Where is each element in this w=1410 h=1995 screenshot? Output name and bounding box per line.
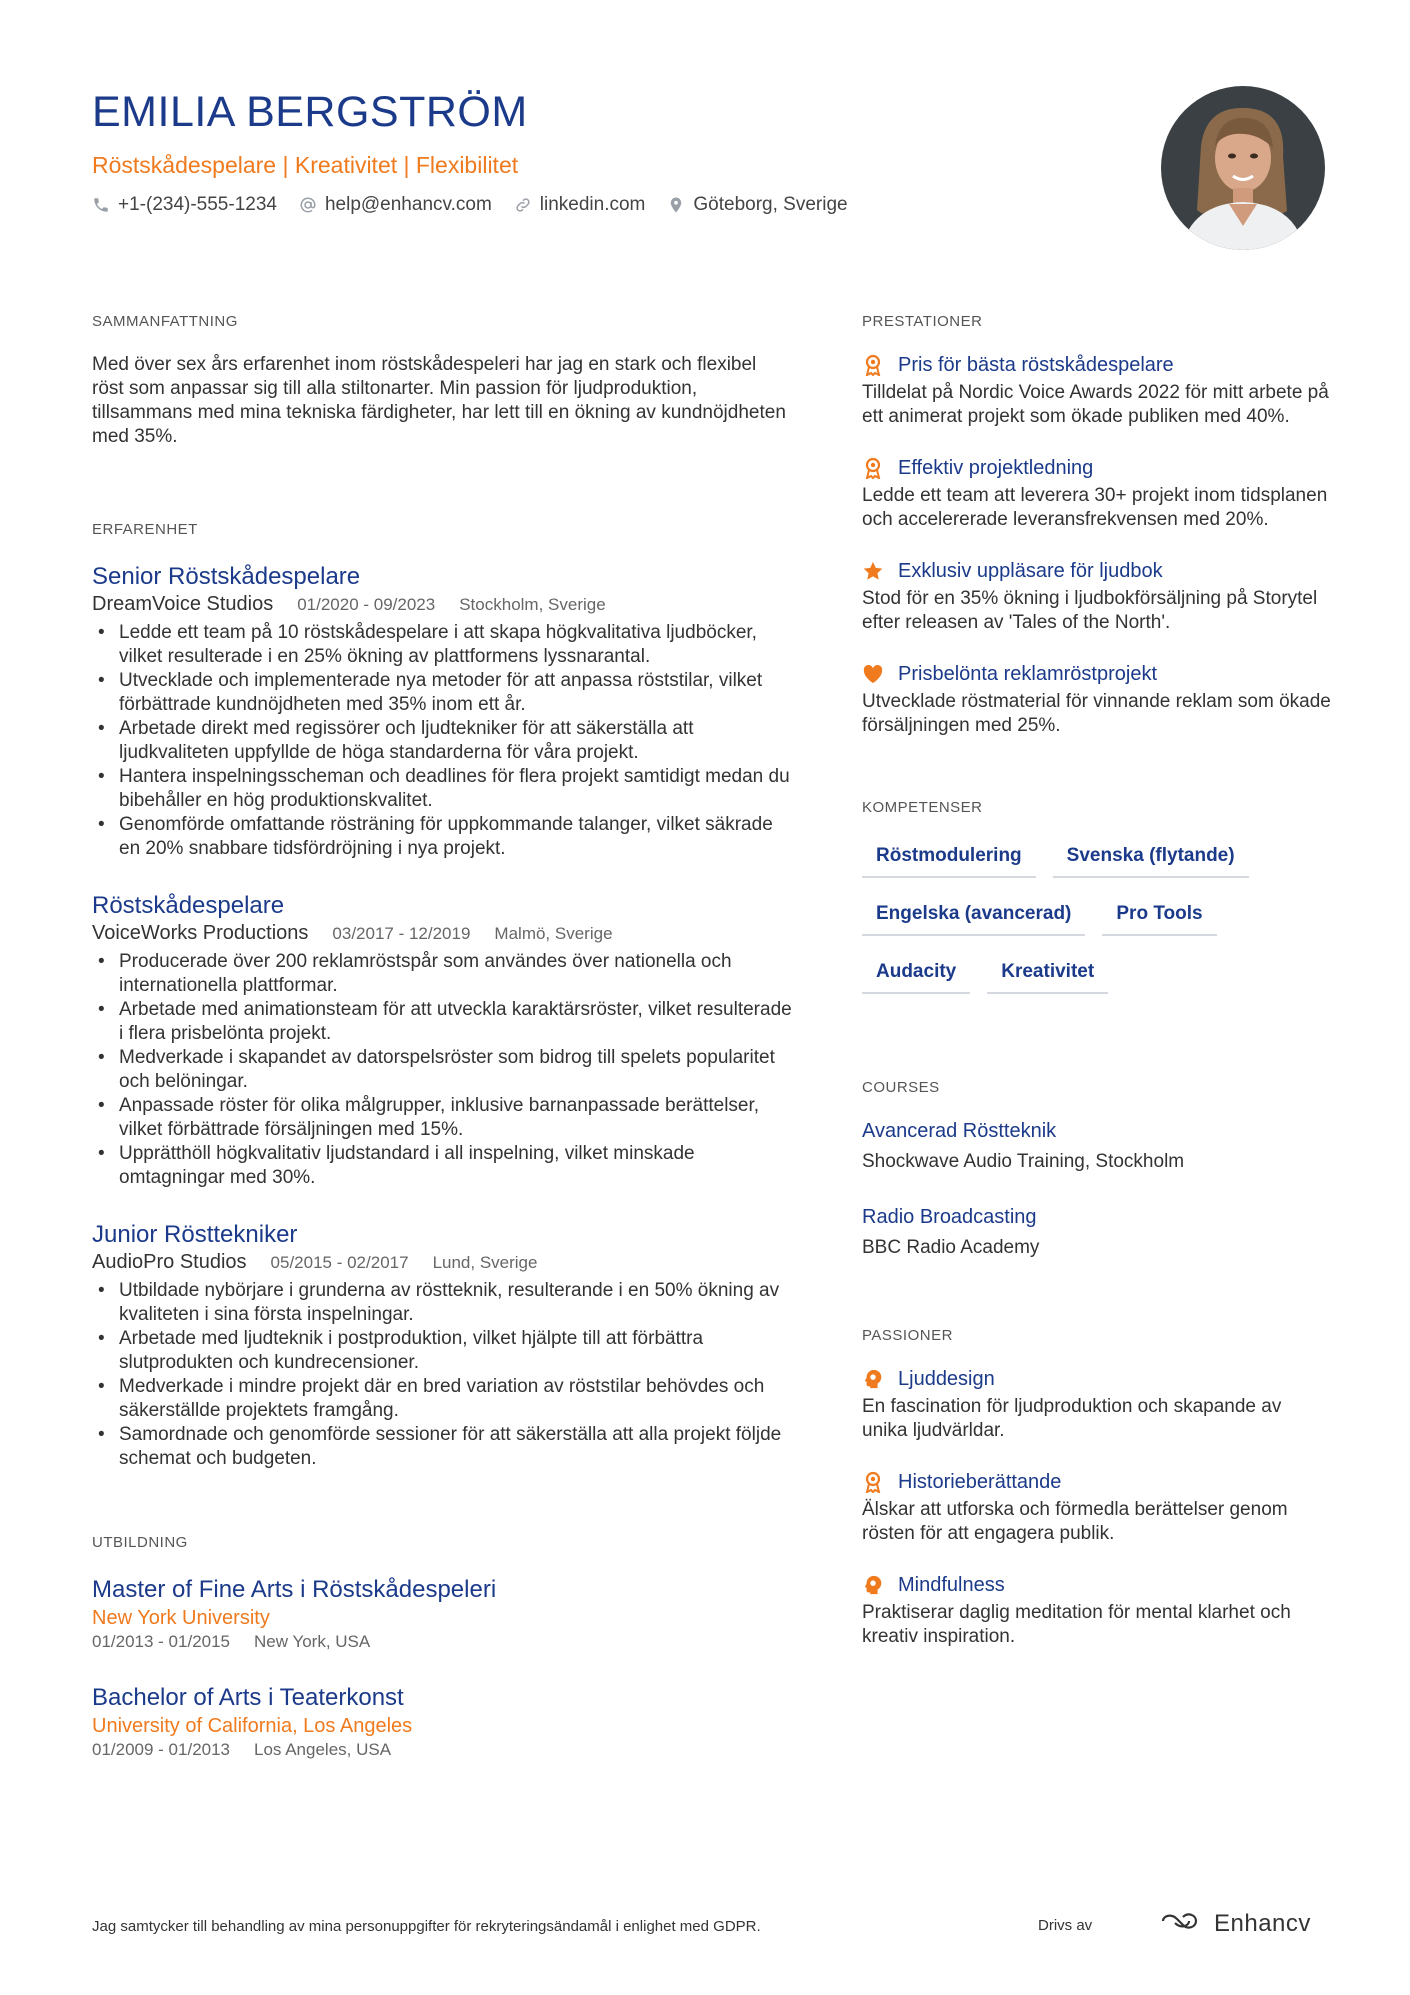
skill-tag: Engelska (avancerad) [862,900,1085,936]
achievement-title: Prisbelönta reklamröstprojekt [898,663,1157,685]
achievement-desc: Ledde ett team att leverera 30+ projekt inom tidsplanen och accelererade leveransfrekvensen med 20%. [862,485,1328,530]
achievement-head [862,558,1332,584]
brand-name: Enhancv [1214,1909,1311,1937]
avatar [1161,86,1325,250]
head-mind-icon [862,1574,884,1596]
phone-text: +1-(234)-555-1234 [118,194,277,215]
location-text: Göteborg, Sverige [693,194,848,215]
education-location: New York, USA [254,1632,371,1651]
location-contact [667,192,847,218]
achievement-desc: Tilldelat på Nordic Voice Awards 2022 för mitt arbete på ett animerat projekt som ökade publiken med 40%. [862,382,1329,427]
achievement-head [862,352,1332,378]
skill-tag: Svenska (flytande) [1053,842,1249,878]
course-title: Radio Broadcasting [862,1206,1037,1228]
education-meta [92,1739,792,1761]
bullet-item: • Arbetade med ljudteknik i postproduktion, vilket hjälpte till att förbättra slutprodukten och kundrecensioner. [92,1327,792,1375]
education-entry [92,1575,792,1653]
passion-item [862,1572,1332,1649]
tagline: Röstskådespelare | Kreativitet | Flexibilitet [92,152,519,178]
job-meta [92,1250,792,1275]
achievement-item [862,661,1332,738]
heart-icon [862,663,884,685]
bullet-item: • Medverkade i mindre projekt där en bred variation av röststilar behövdes och säkerställde projektets framgång. [92,1375,792,1423]
job-entry [92,891,792,1190]
bullet-item: • Arbetade med animationsteam för att utveckla karaktärsröster, vilket resulterade i flera prisbelönta projekt. [92,998,792,1046]
courses-section [862,1078,1332,1260]
award-ribbon-icon [862,354,884,376]
passion-item [862,1469,1332,1546]
bullet-item: • Medverkade i skapandet av datorspelsröster som bidrog till spelets popularitet och belöningar. [92,1046,792,1094]
achievement-item [862,352,1332,429]
achievement-title: Pris för bästa röstskådespelare [898,354,1174,376]
course-title: Avancerad Röstteknik [862,1120,1057,1142]
achievement-desc: Utvecklade röstmaterial för vinnande reklam som ökade försäljningen med 25%. [862,691,1331,736]
bullet-item: • Ledde ett team på 10 röstskådespelare i att skapa högkvalitativa ljudböcker, vilket resulterade i en 25% ökning av plattformens lyssnarantal. [92,621,792,669]
award-ribbon-icon [862,1471,884,1493]
header [92,86,1092,218]
passion-head [862,1469,1332,1495]
job-meta [92,921,792,946]
achievement-item [862,455,1332,532]
passion-head [862,1366,1332,1392]
summary-text: Med över sex års erfarenhet inom röstskådespeleri har jag en stark och flexibel röst som anpassar sig till alla stiltonarter. Min passion för ljudproduktion, tillsammans med mina tekniska färdigheter, har lett till en ökning av kundnöjdheten med 35%. [92,354,786,447]
job-dates: 03/2017 - 12/2019 [332,924,471,943]
powered-by-label: Drivs av [1038,1917,1093,1934]
course-provider: Shockwave Audio Training, Stockholm [862,1151,1185,1172]
bullet-item: • Genomförde omfattande rösträning för uppkommande talanger, vilket säkrade en 20% snabbare tidsfördröjning i nya projekt. [92,813,792,861]
bullet-item: • Producerade över 200 reklamröstspår som användes över nationella och internationella plattformar. [92,950,792,998]
enhancv-brand[interactable] [1160,1909,1311,1938]
job-bullets [92,1279,792,1471]
education-degree: Master of Fine Arts i Röstskådespeleri [92,1576,497,1603]
job-location: Malmö, Sverige [494,924,613,943]
passion-desc: Praktiserar daglig meditation för mental klarhet och kreativ inspiration. [862,1602,1291,1647]
course-provider: BBC Radio Academy [862,1237,1040,1258]
passion-desc: En fascination för ljudproduktion och skapande av unika ljudvärldar. [862,1396,1282,1441]
achievement-title: Effektiv projektledning [898,457,1094,479]
candidate-name: EMILIA BERGSTRÖM [92,88,528,136]
bullet-item: • Utbildade nybörjare i grunderna av röstteknik, resulterande i en 50% ökning av kvaliteten i sina första inspelningar. [92,1279,792,1327]
passion-title: Ljuddesign [898,1368,995,1390]
job-dates: 05/2015 - 02/2017 [270,1253,409,1272]
job-entry [92,1220,792,1471]
left-column [92,312,792,1761]
job-meta [92,592,792,617]
achievement-item [862,558,1332,635]
skill-tag: Audacity [862,958,970,994]
bullet-item: • Arbetade direkt med regissörer och ljudtekniker för att säkerställa att ljudkvaliteten uppfyllde de höga standarderna för våra projekt. [92,717,792,765]
education-section [92,1533,792,1761]
job-entry [92,562,792,861]
bullet-item: • Hantera inspelningsscheman och deadlines för flera projekt samtidigt medan du bibehåller en hög produktionskvalitet. [92,765,792,813]
job-bullets [92,621,792,861]
job-dates: 01/2020 - 09/2023 [297,595,436,614]
education-degree: Bachelor of Arts i Teaterkonst [92,1684,404,1711]
skill-tag: Kreativitet [987,958,1108,994]
location-pin-icon [667,196,685,214]
email-contact[interactable] [299,192,492,218]
education-entry [92,1683,792,1761]
job-location: Stockholm, Sverige [459,595,606,614]
achievement-head [862,455,1332,481]
course-item [862,1118,1332,1174]
passion-head [862,1572,1332,1598]
job-company: VoiceWorks Productions [92,922,309,944]
job-title: Röstskådespelare [92,892,285,919]
courses-heading: COURSES [862,1079,940,1096]
job-title: Junior Rösttekniker [92,1221,298,1248]
education-heading: UTBILDNING [92,1534,188,1551]
achievement-head [862,661,1332,687]
summary-section [92,312,792,449]
bullet-item: • Utvecklade och implementerade nya metoder för att anpassa röststilar, vilket förbättrade kundnöjdheten med 35% inom ett år. [92,669,792,717]
skill-tag: Pro Tools [1102,900,1216,936]
head-mind-icon [862,1368,884,1390]
experience-section [92,520,792,1471]
experience-heading: ERFARENHET [92,521,198,538]
gdpr-consent: Jag samtycker till behandling av mina personuppgifter för rekryteringsändamål i enlighet med GDPR. [92,1918,761,1935]
email-text[interactable]: help@enhancv.com [324,194,492,215]
job-company: AudioPro Studios [92,1251,247,1273]
award-ribbon-icon [862,457,884,479]
achievements-heading: PRESTATIONER [862,313,983,330]
star-icon [862,560,884,582]
at-icon [299,196,317,214]
achievement-desc: Stod för en 35% ökning i ljudbokförsäljning på Storytel efter releasen av 'Tales of the North'. [862,588,1318,633]
job-location: Lund, Sverige [432,1253,538,1272]
passion-item [862,1366,1332,1443]
education-dates: 01/2009 - 01/2013 [92,1740,231,1759]
bullet-item: • Samordnade och genomförde sessioner för att säkerställa att alla projekt följde schemat och budgeten. [92,1423,792,1471]
skills-section [862,798,1332,1016]
skill-tag: Röstmodulering [862,842,1036,878]
bullet-item: • Upprätthöll högkvalitativ ljudstandard i all inspelning, vilket minskade omtagningar med 30%. [92,1142,792,1190]
education-school: New York University [92,1607,270,1629]
summary-heading: SAMMANFATTNING [92,313,238,330]
job-title: Senior Röstskådespelare [92,563,361,590]
achievement-title: Exklusiv uppläsare för ljudbok [898,560,1163,582]
passion-title: Historieberättande [898,1471,1062,1493]
job-company: DreamVoice Studios [92,593,274,615]
education-location: Los Angeles, USA [254,1740,392,1759]
passion-desc: Älskar att utforska och förmedla berättelser genom rösten för att engagera publik. [862,1499,1288,1544]
bullet-item: • Anpassade röster för olika målgrupper, inklusive barnanpassade berättelser, vilket förbättrade försäljningen med 15%. [92,1094,792,1142]
skills-heading: KOMPETENSER [862,799,983,816]
education-dates: 01/2013 - 01/2015 [92,1632,231,1651]
right-column [862,312,1332,1649]
enhancv-logo-icon [1160,1909,1206,1938]
achievements-section [862,312,1332,738]
education-meta [92,1631,792,1653]
phone-contact [92,192,277,218]
course-item [862,1204,1332,1260]
contact-row [92,192,1092,218]
passions-heading: PASSIONER [862,1327,953,1344]
link-icon [514,196,532,214]
linkedin-contact[interactable] [514,192,646,218]
phone-icon [92,196,110,214]
job-bullets [92,950,792,1190]
education-school: University of California, Los Angeles [92,1715,413,1737]
passions-section [862,1326,1332,1649]
skills-list [862,842,1292,1016]
linkedin-text[interactable]: linkedin.com [539,194,646,215]
passion-title: Mindfulness [898,1574,1005,1596]
